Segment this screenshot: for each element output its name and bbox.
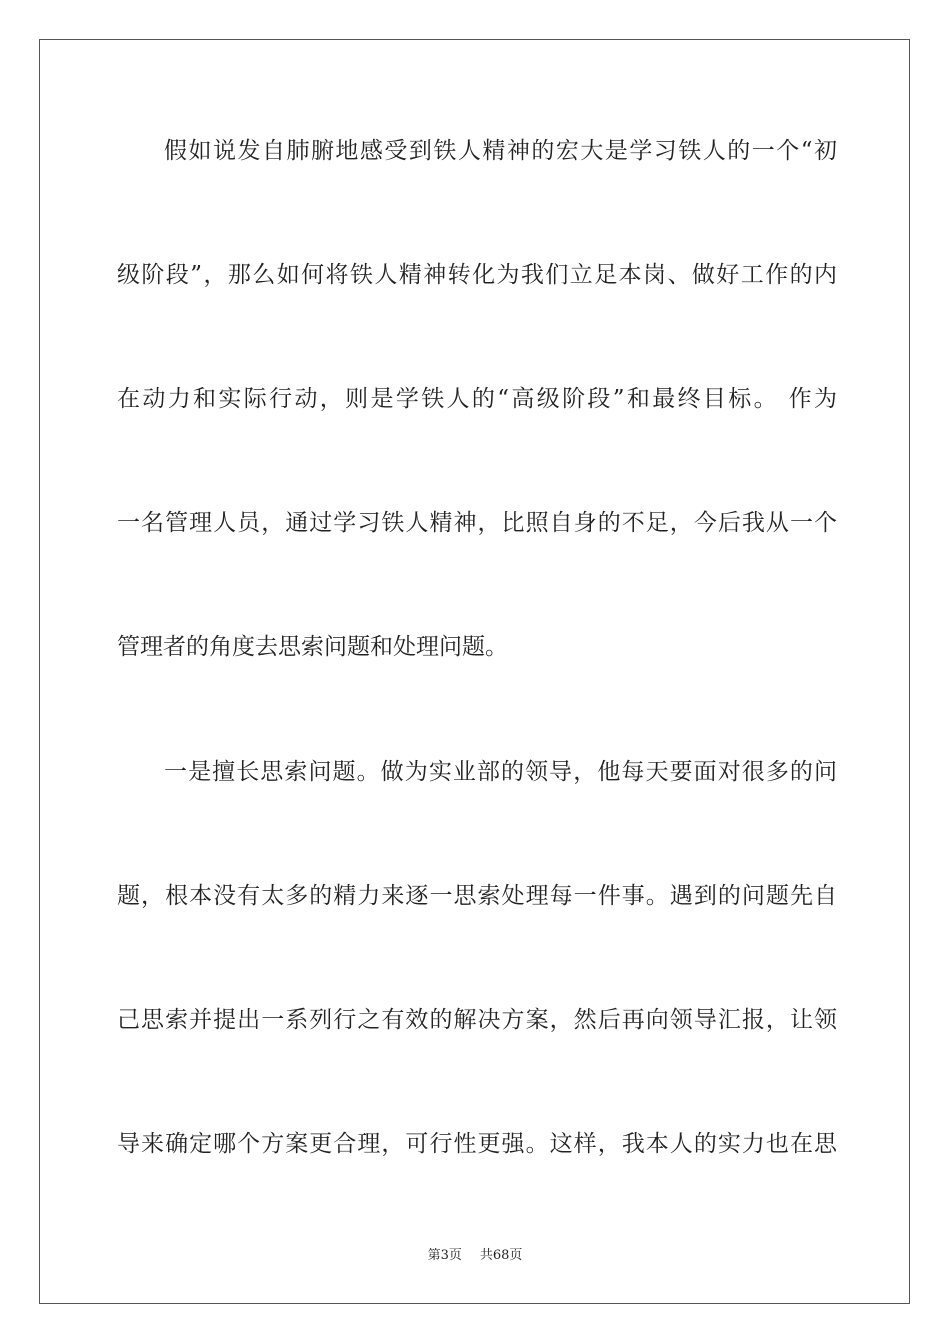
paragraph-2-line-3: 己思索并提出一系列行之有效的解决方案，然后再向领导汇报，让领 (117, 1007, 837, 1033)
paragraph-2-line-1: 一是擅长思索问题。做为实业部的领导，他每天要面对很多的问 (164, 759, 837, 785)
paragraph-1-line-2: 级阶段”，那么如何将铁人精神转化为我们立足本岗、做好工作的内 (117, 262, 837, 288)
paragraph-1-line-4: 一名管理人员，通过学习铁人精神，比照自身的不足，今后我从一个 (117, 510, 837, 536)
page-total: 共68页 (479, 1248, 523, 1263)
paragraph-1-line-5: 管理者的角度去思索问题和处理问题。 (117, 634, 508, 660)
page-number: 第3页 (427, 1248, 462, 1263)
paragraph-2-line-2: 题，根本没有太多的精力来逐一思索处理每一件事。遇到的问题先自 (117, 883, 837, 909)
paragraph-1-line-3: 在动力和实际行动，则是学铁人的“高级阶段”和最终目标。 作为 (117, 386, 837, 412)
paragraph-1-line-1: 假如说发自肺腑地感受到铁人精神的宏大是学习铁人的一个“初 (164, 138, 837, 164)
paragraph-2-line-4: 导来确定哪个方案更合理，可行性更强。这样，我本人的实力也在思 (117, 1131, 837, 1157)
page-frame (39, 39, 910, 1304)
page-footer (0, 1246, 950, 1266)
